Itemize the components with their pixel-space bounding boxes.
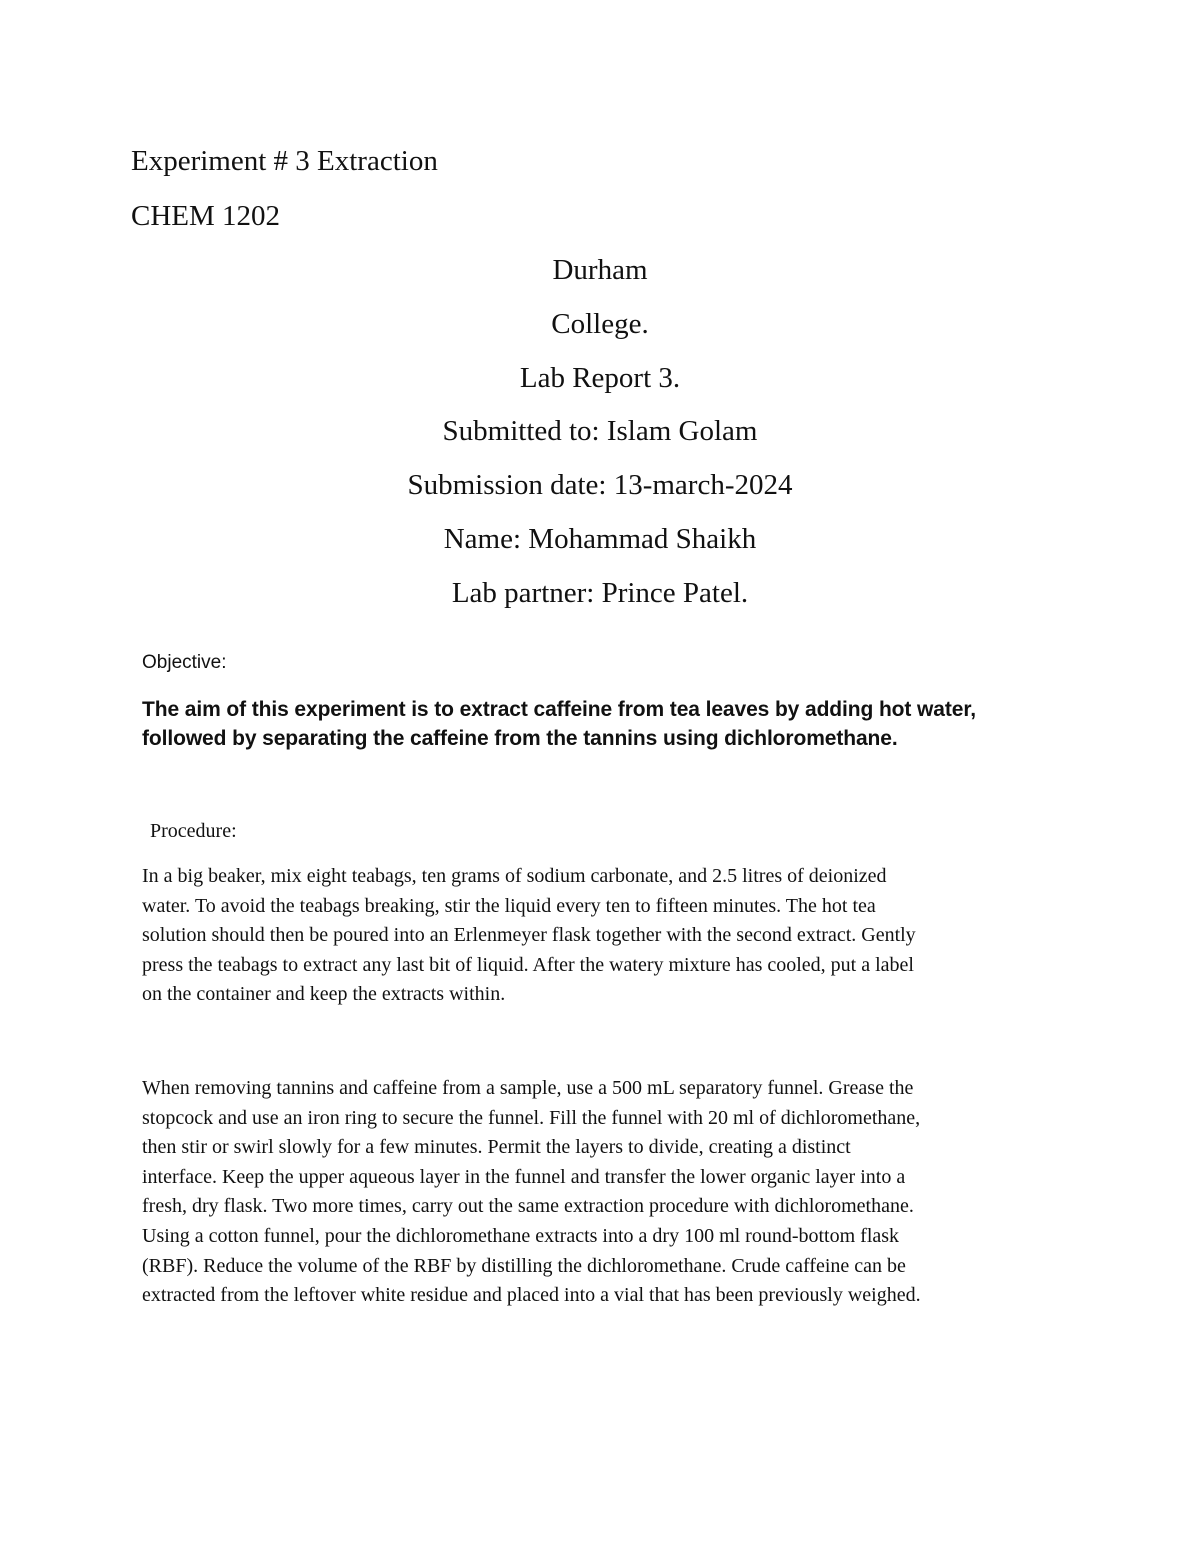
paragraph-line: water. To avoid the teabags breaking, stir the liquid every ten to fifteen minutes. The hot tea [142,894,876,917]
paragraph-line: extracted from the leftover white residue and placed into a vial that has been previously weighed. [142,1284,921,1307]
paragraph-line: then stir or swirl slowly for a few minutes. Permit the layers to divide, creating a distinct [142,1136,851,1159]
paragraph-line: interface. Keep the upper aqueous layer in the funnel and transfer the lower organic layer into a [142,1165,906,1188]
procedure-paragraph-1 [142,862,916,1010]
objective-line: The aim of this experiment is to extract caffeine from tea leaves by adding hot water, [142,698,976,721]
paragraph-line: fresh, dry flask. Two more times, carry out the same extraction procedure with dichloromethane. [142,1195,914,1218]
paragraph-line: (RBF). Reduce the volume of the RBF by distilling the dichloromethane. Crude caffeine can be [142,1254,906,1277]
institution-line-1: Durham [552,254,648,286]
paragraph-line: In a big beaker, mix eight teabags, ten grams of sodium carbonate, and 2.5 litres of deionized [142,865,887,887]
objective-body [142,695,1062,753]
institution-line-2: College. [551,308,649,340]
student-name: Name: Mohammad Shaikh [443,523,757,555]
procedure-paragraph-2 [142,1074,921,1311]
objective-line: followed by separating the caffeine from the tannins using dichloromethane. [142,727,898,750]
paragraph-line: stopcock and use an iron ring to secure the funnel. Fill the funnel with 20 ml of dichloromethane, [142,1106,921,1129]
submission-date: Submission date: 13-march-2024 [407,469,793,501]
paragraph-line: Using a cotton funnel, pour the dichloromethane extracts into a dry 100 ml round-bottom flask [142,1224,900,1247]
experiment-title: Experiment # 3 Extraction [131,145,438,177]
report-number: Lab Report 3. [519,362,681,394]
objective-heading: Objective: [142,652,227,673]
lab-partner: Lab partner: Prince Patel. [451,577,749,609]
submitted-to: Submitted to: Islam Golam [442,415,758,447]
paragraph-line: solution should then be poured into an Erlenmeyer flask together with the second extract. Gently [142,924,916,947]
procedure-heading: Procedure: [150,820,237,842]
paragraph-line: press the teabags to extract any last bit of liquid. After the watery mixture has cooled, put a label [142,953,914,976]
paragraph-line: When removing tannins and caffeine from a sample, use a 500 mL separatory funnel. Grease the [142,1077,914,1099]
course-code: CHEM 1202 [131,200,281,232]
paragraph-line: on the container and keep the extracts within. [142,983,506,1006]
